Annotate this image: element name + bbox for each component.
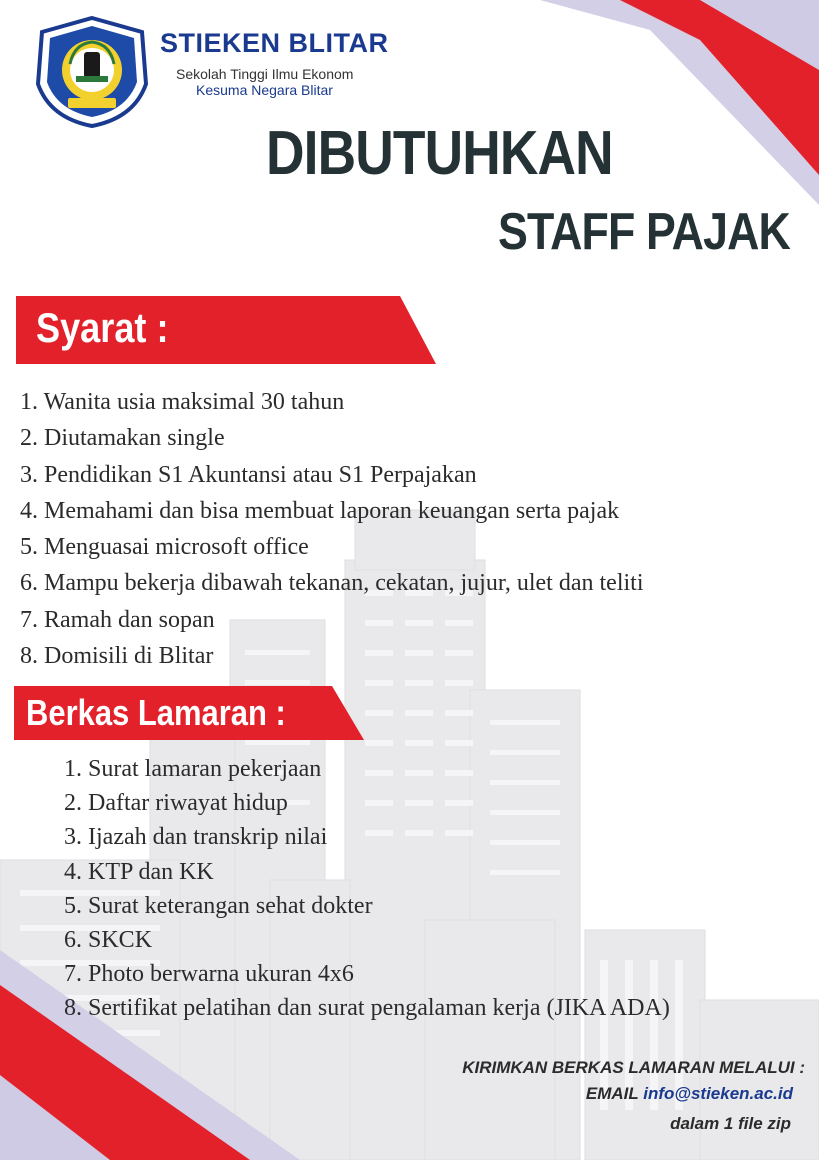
footer-instruction: KIRIMKAN BERKAS LAMARAN MELALUI : — [462, 1058, 805, 1077]
berkas-item: 1. Surat lamaran pekerjaan — [64, 756, 322, 782]
footer-email-link[interactable]: info@stieken.ac.id — [643, 1084, 793, 1103]
footer-file-note: dalam 1 file zip — [670, 1114, 791, 1133]
footer-email-label: EMAIL — [585, 1084, 639, 1103]
headline-dibutuhkan: DIBUTUHKAN — [266, 119, 613, 188]
syarat-item: 6. Mampu bekerja dibawah tekanan, cekatan, jujur, ulet dan teliti — [20, 570, 644, 597]
berkas-item: 2. Daftar riwayat hidup — [64, 790, 288, 817]
berkas-item: 3. Ijazah dan transkrip nilai — [64, 824, 328, 851]
syarat-item: 7. Ramah dan sopan — [20, 606, 215, 633]
brand-subtitle-line1: Sekolah Tinggi Ilmu Ekonom — [176, 66, 354, 82]
berkas-banner — [14, 686, 364, 740]
syarat-banner — [16, 296, 436, 364]
berkas-item: 6. SKCK — [64, 927, 153, 954]
stieken-logo-emblem — [34, 14, 150, 130]
syarat-item: 1. Wanita usia maksimal 30 tahun — [20, 389, 345, 415]
footer-email-line — [586, 1084, 793, 1104]
headline-position: STAFF PAJAK — [498, 203, 790, 261]
syarat-list — [20, 384, 643, 674]
syarat-item: 8. Domisili di Blitar — [20, 643, 214, 670]
berkas-item: 8. Sertifikat pelatihan dan surat pengalaman kerja (JIKA ADA) — [64, 995, 670, 1022]
syarat-item: 3. Pendidikan S1 Akuntansi atau S1 Perpajakan — [20, 461, 477, 488]
berkas-item: 5. Surat keterangan sehat dokter — [64, 892, 373, 919]
syarat-item: 5. Menguasai microsoft office — [20, 534, 309, 561]
brand-name: STIEKEN BLITAR — [160, 28, 389, 58]
brand-subtitle-line2: Kesuma Negara Blitar — [196, 82, 333, 98]
berkas-item: 7. Photo berwarna ukuran 4x6 — [64, 961, 354, 988]
berkas-list — [64, 752, 670, 1026]
syarat-item: 2. Diutamakan single — [20, 425, 225, 452]
berkas-item: 4. KTP dan KK — [64, 858, 214, 885]
berkas-title: Berkas Lamaran : — [26, 692, 286, 733]
syarat-item: 4. Memahami dan bisa membuat laporan keuangan serta pajak — [20, 497, 620, 524]
syarat-title: Syarat : — [36, 304, 169, 351]
